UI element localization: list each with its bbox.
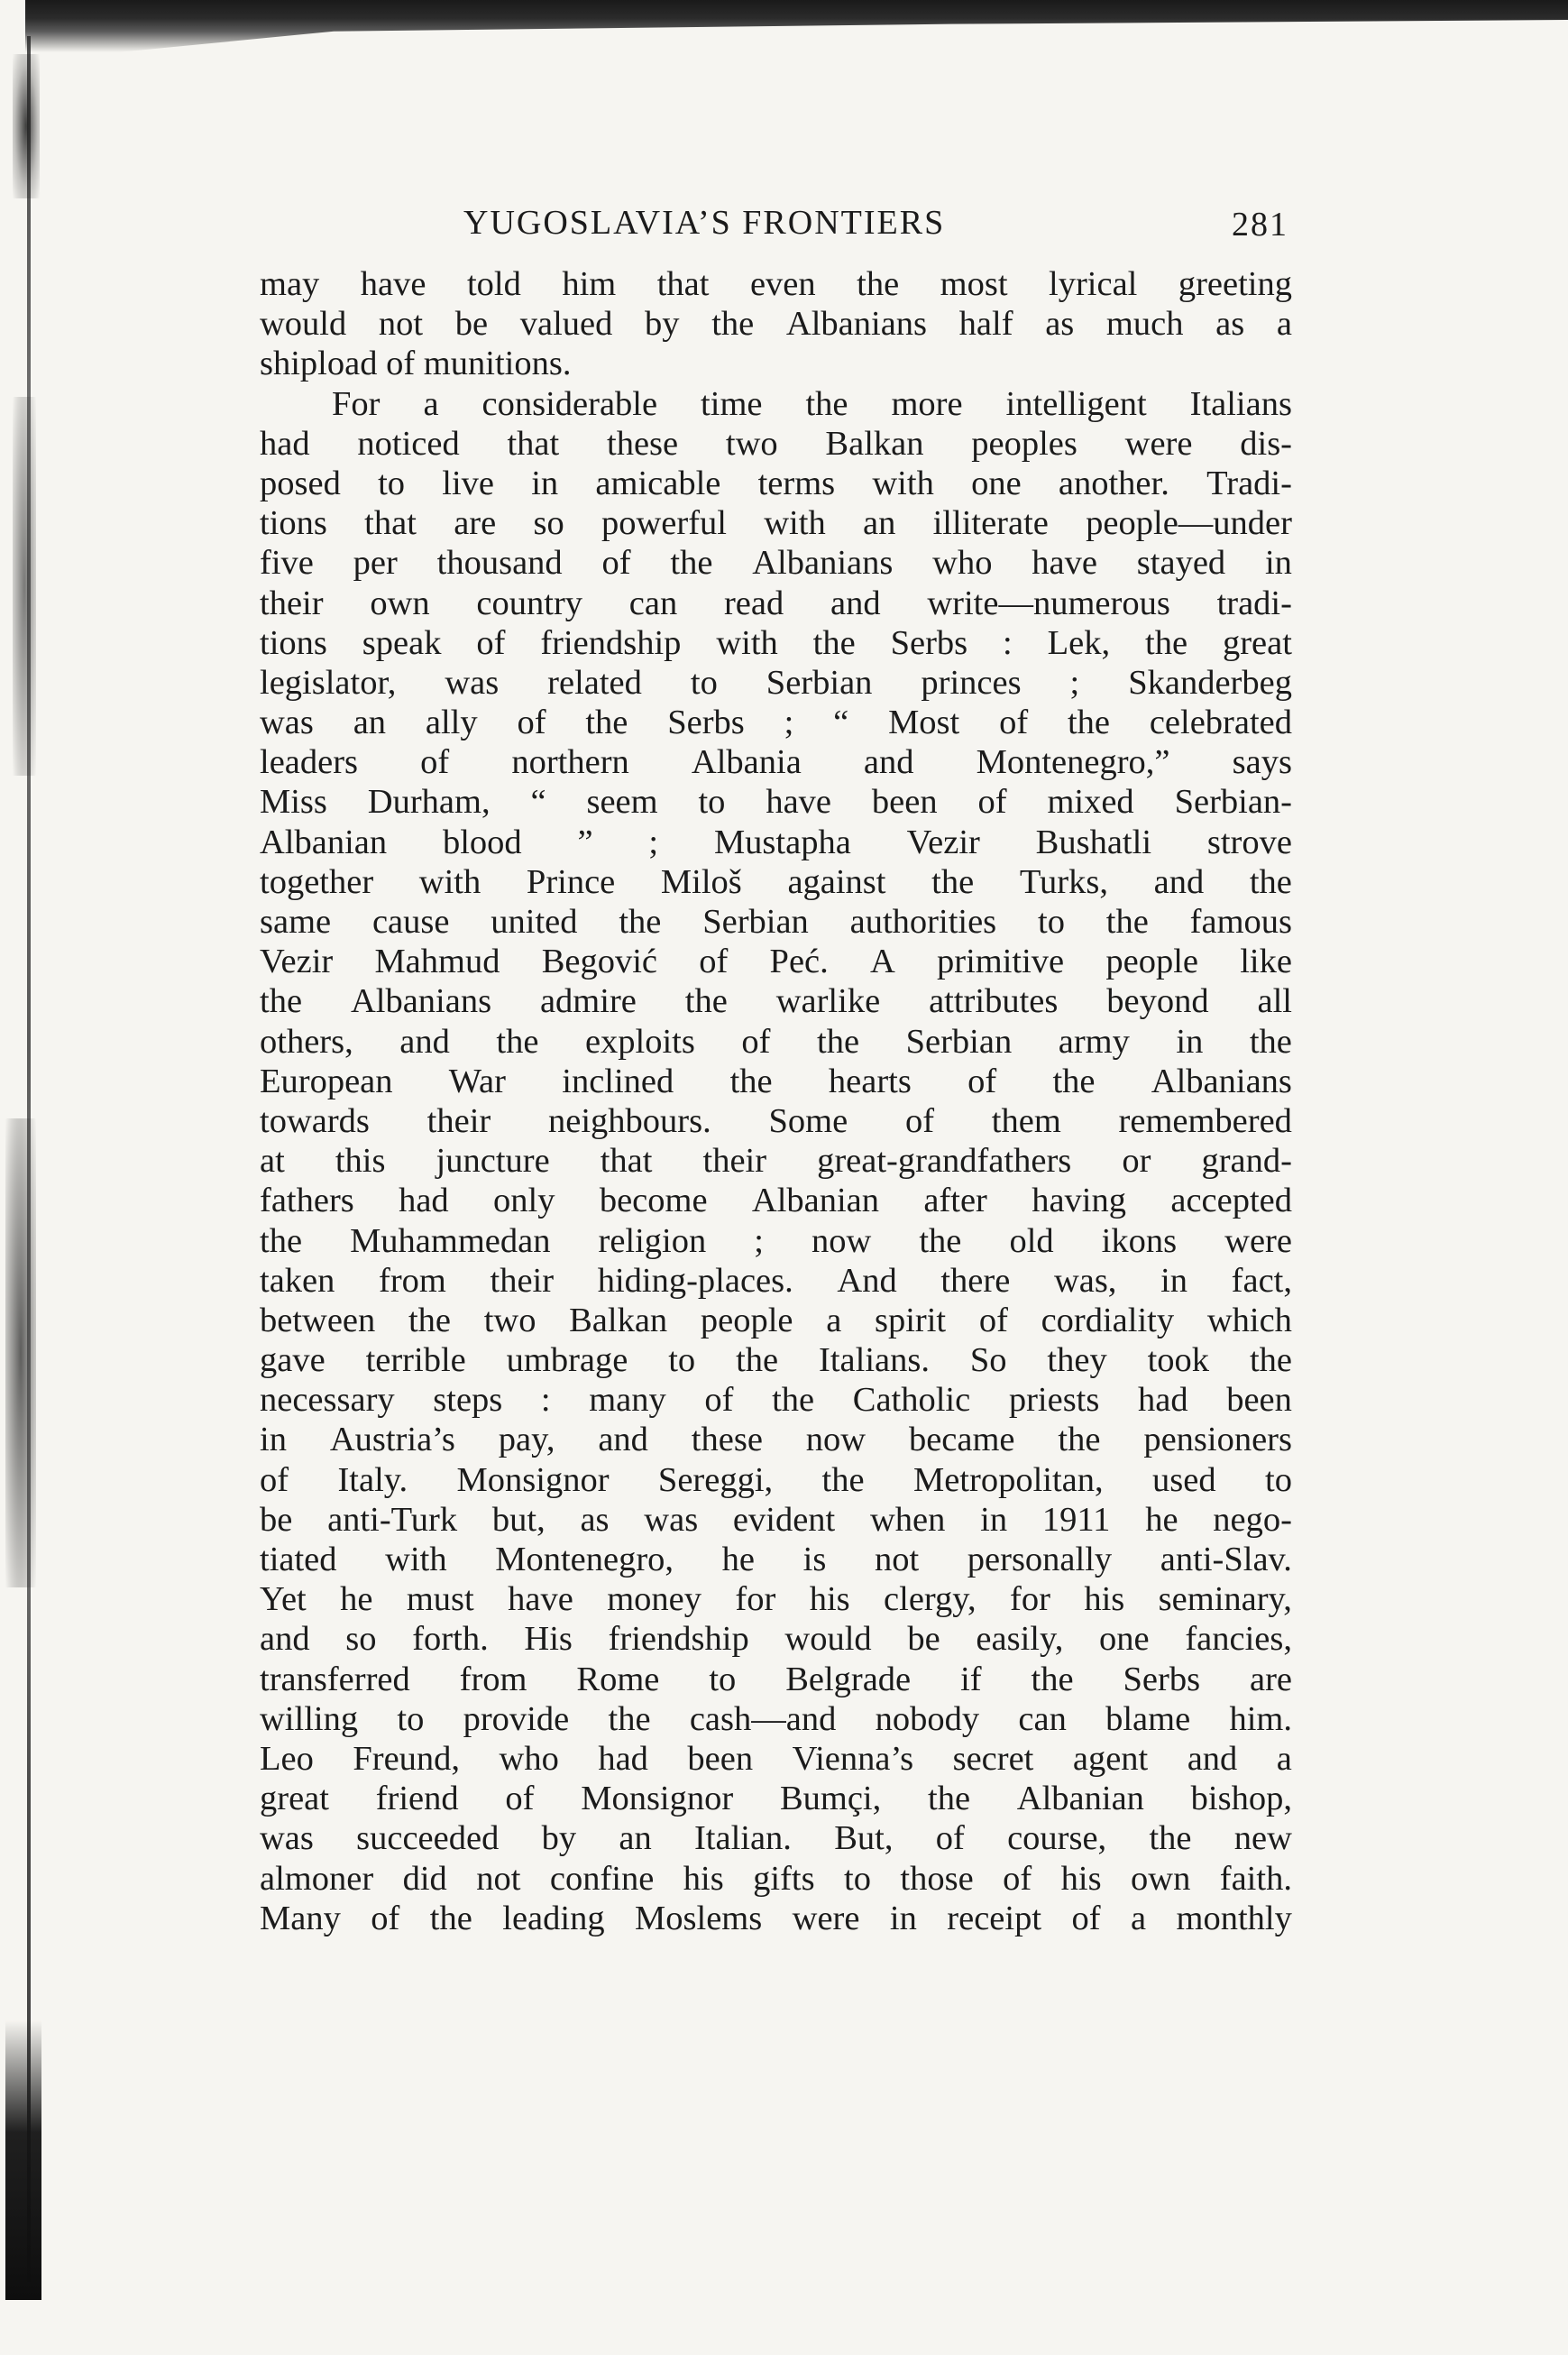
running-title: YUGOSLAVIA’S FRONTIERS	[463, 204, 946, 242]
text-line: at this juncture that their great-grandfathers or grand-	[260, 1142, 1292, 1181]
scan-spine-shadow	[5, 2020, 41, 2300]
page-number: 281	[1232, 206, 1288, 244]
text-line: Many of the leading Moslems were in receipt of a monthly	[260, 1899, 1292, 1937]
text-line: almoner did not confine his gifts to those of his own faith.	[260, 1859, 1292, 1898]
text-line: the Muhammedan religion ; now the old ikons were	[260, 1221, 1292, 1260]
text-line: Albanian blood ” ; Mustapha Vezir Bushatli strove	[260, 823, 1292, 861]
text-line: may have told him that even the most lyrical greeting	[260, 265, 1292, 303]
text-line: leaders of northern Albania and Montenegro,” says	[260, 743, 1292, 782]
text-line: great friend of Monsignor Bumçi, the Albanian bishop,	[260, 1780, 1292, 1818]
text-line: the Albanians admire the warlike attributes beyond all	[260, 982, 1292, 1021]
text-line: tiated with Montenegro, he is not personally anti-Slav.	[260, 1541, 1292, 1578]
running-head	[260, 203, 1292, 257]
text-line: had noticed that these two Balkan peoples were dis-	[260, 424, 1292, 463]
text-line: taken from their hiding-places. And there was, in fact,	[260, 1261, 1292, 1300]
text-line: transferred from Rome to Belgrade if the Serbs are	[260, 1660, 1292, 1698]
text-line: For a considerable time the more intelligent Italians	[332, 384, 1292, 423]
body-text	[260, 264, 1292, 1938]
text-line: would not be valued by the Albanians half as much as a	[260, 305, 1292, 344]
text-line: Miss Durham, “ seem to have been of mixed Serbian-	[260, 783, 1292, 822]
text-line: and so forth. His friendship would be easily, one fancies,	[260, 1620, 1292, 1659]
text-line: between the two Balkan people a spirit of cordiality which	[260, 1301, 1292, 1339]
text-line: five per thousand of the Albanians who have stayed in	[260, 544, 1292, 583]
text-line: necessary steps : many of the Catholic priests had been	[260, 1381, 1292, 1420]
text-line: was succeeded by an Italian. But, of course, the new	[260, 1819, 1292, 1858]
scan-spine-shadow	[13, 397, 36, 776]
text-line: willing to provide the cash—and nobody can blame him.	[260, 1699, 1292, 1738]
text-line: same cause united the Serbian authorities to the famous	[260, 903, 1292, 941]
text-line: Yet he must have money for his clergy, for his seminary,	[260, 1580, 1292, 1619]
text-line: be anti-Turk but, as was evident when in 1911 he nego-	[260, 1500, 1292, 1539]
text-line: gave terrible umbrage to the Italians. So they took the	[260, 1341, 1292, 1380]
text-line: was an ally of the Serbs ; “ Most of the celebrated	[260, 704, 1292, 742]
text-line: Leo Freund, who had been Vienna’s secret agent and a	[260, 1739, 1292, 1778]
text-line: fathers had only become Albanian after having accepted	[260, 1182, 1292, 1220]
text-line: legislator, was related to Serbian princes ; Skanderbeg	[260, 663, 1292, 702]
scan-spine-shadow	[5, 1118, 36, 1587]
text-line: towards their neighbours. Some of them remembered	[260, 1101, 1292, 1140]
text-line: of Italy. Monsignor Sereggi, the Metropolitan, used to	[260, 1460, 1292, 1499]
text-line: Vezir Mahmud Begović of Peć. A primitive people like	[260, 943, 1292, 981]
text-line: others, and the exploits of the Serbian army in the	[260, 1022, 1292, 1061]
text-line: together with Prince Miloš against the Turks, and the	[260, 862, 1292, 901]
scan-top-edge-shadow	[25, 0, 1568, 52]
text-line: tions speak of friendship with the Serbs : Lek, the great	[260, 623, 1292, 662]
text-line: European War inclined the hearts of the Albanians	[260, 1062, 1292, 1100]
text-line: their own country can read and write—numerous tradi-	[260, 584, 1292, 622]
text-line: in Austria’s pay, and these now became the pensioners	[260, 1421, 1292, 1459]
book-page	[260, 203, 1292, 1938]
text-line: posed to live in amicable terms with one another. Tradi-	[260, 464, 1292, 502]
text-line: tions that are so powerful with an illiterate people—under	[260, 504, 1292, 543]
scan-spine-shadow	[13, 54, 40, 198]
text-line: shipload of munitions.	[260, 345, 572, 383]
